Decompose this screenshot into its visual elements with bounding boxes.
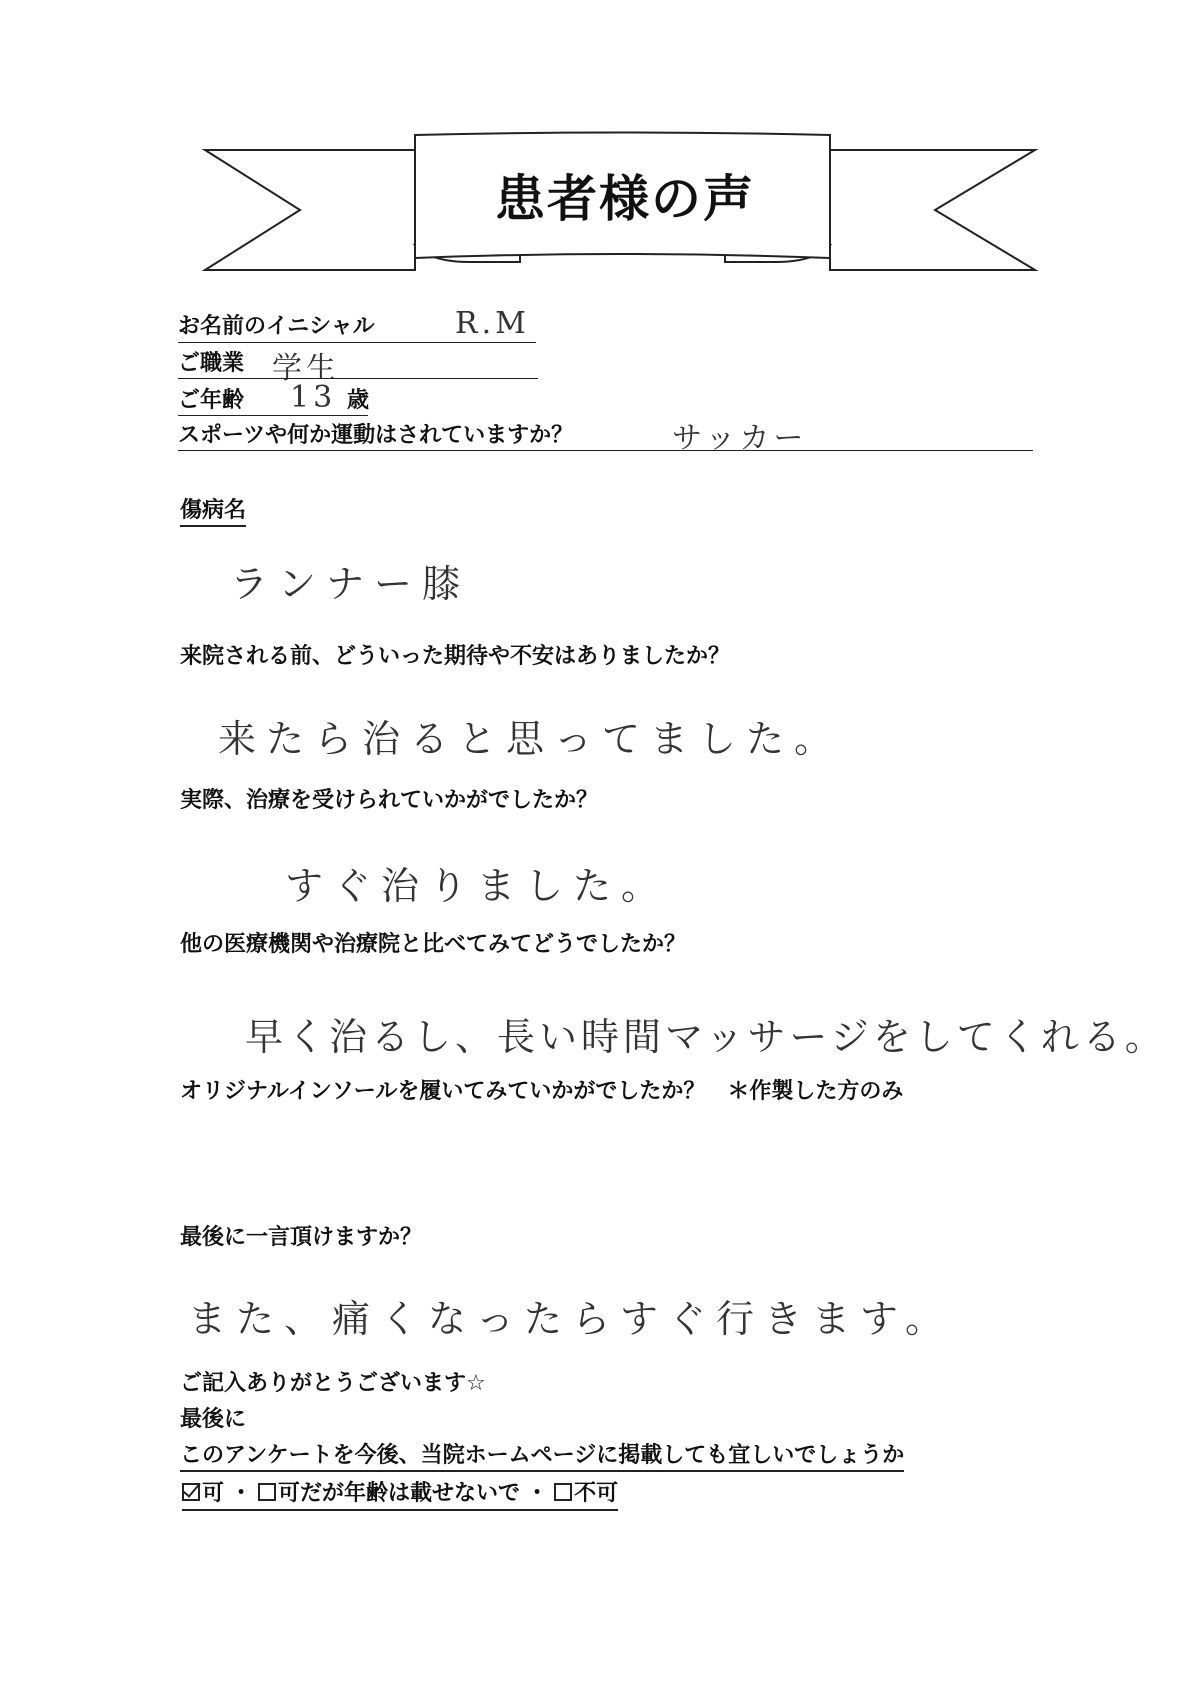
option-allow-no-age-label: 可だが年齢は載せないで: [278, 1481, 521, 1506]
job-label: ご職業: [178, 351, 245, 376]
initial-value: R.M: [455, 306, 530, 341]
question-3: 他の医療機関や治療院と比べてみてどうでしたか？: [180, 932, 687, 957]
question-4: オリジナルインソールを履いてみていかがでしたか？ ＊作製した方のみ: [180, 1079, 904, 1104]
thanks-text: ご記入ありがとうございます☆: [180, 1371, 486, 1396]
option-deny-label: 不可: [574, 1481, 619, 1506]
sport-label: スポーツや何か運動はされていますか？: [178, 423, 574, 448]
separator: ・: [230, 1481, 253, 1506]
question-1: 来院される前、どういった期待や不安はありましたか？: [180, 644, 731, 669]
sport-rule: [178, 450, 1033, 451]
answer-2: すぐ治りました。: [285, 864, 670, 908]
age-value: 13: [290, 380, 337, 415]
answer-1: 来たら治ると思ってました。: [218, 717, 843, 761]
job-value: 学生: [272, 351, 340, 386]
age-label: ご年齢: [178, 388, 245, 413]
option-deny-checkbox[interactable]: [554, 1483, 572, 1501]
separator: ・: [526, 1481, 549, 1506]
consent-options: [182, 1476, 618, 1511]
option-allow-no-age-checkbox[interactable]: [258, 1483, 276, 1501]
consent-question: このアンケートを今後、当院ホームページに掲載しても宜しいでしょうか: [180, 1442, 904, 1470]
injury-label: 傷病名: [180, 497, 246, 525]
option-allow-label: 可: [202, 1481, 225, 1506]
initial-label: お名前のイニシャル: [178, 314, 375, 339]
page-title: 患者様の声: [495, 170, 755, 228]
initial-rule: [178, 342, 536, 343]
ribbon-right-tail: [830, 150, 1035, 270]
job-rule: [178, 378, 538, 379]
question-2: 実際、治療を受けられていかがでしたか？: [180, 788, 599, 813]
age-unit: 歳: [347, 388, 370, 413]
ribbon-left-tail: [205, 150, 415, 270]
last-text: 最後に: [180, 1407, 247, 1432]
option-allow-checkbox[interactable]: [182, 1483, 200, 1501]
injury-value: ランナー膝: [230, 562, 471, 606]
answer-5: また、痛くなったらすぐ行きます。: [188, 1297, 953, 1341]
sport-value: サッカー: [672, 421, 808, 456]
ribbon-banner: [0, 0, 1200, 300]
question-5: 最後に一言頂けますか？: [180, 1225, 423, 1250]
answer-3: 早く治るし、長い時間マッサージをしてくれる。: [245, 1015, 1167, 1059]
age-rule: [178, 415, 368, 416]
